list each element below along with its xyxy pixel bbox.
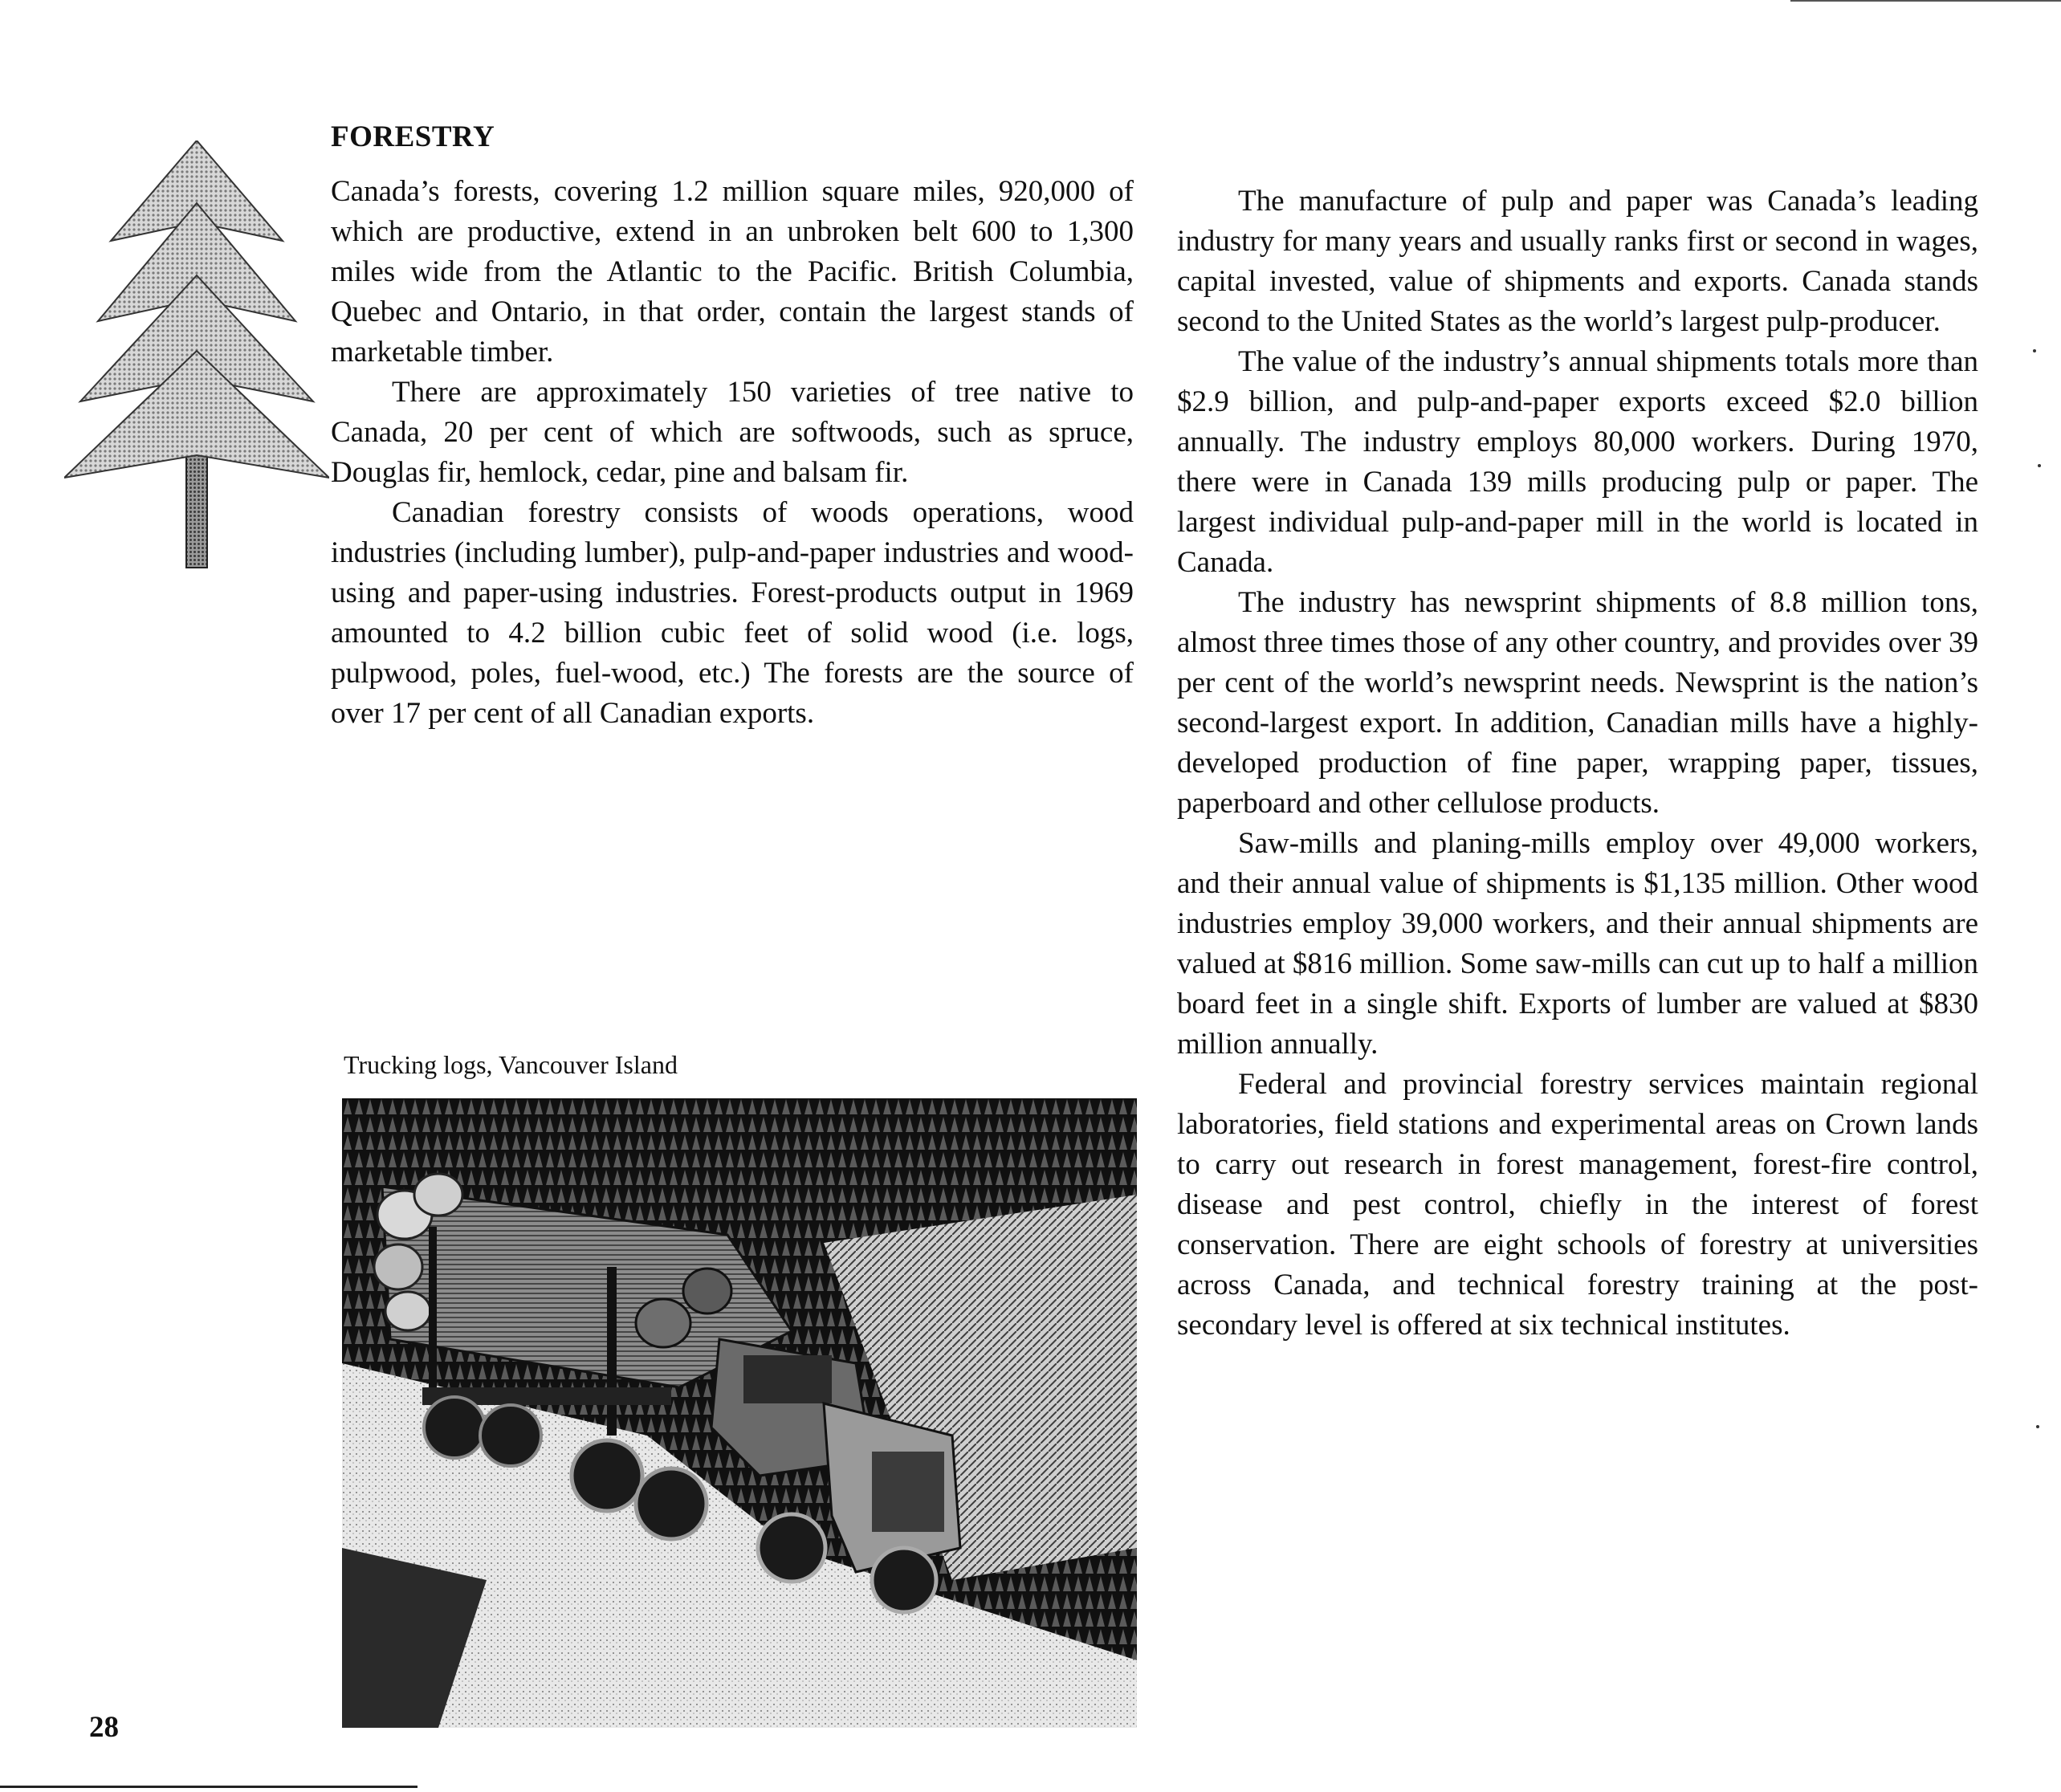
conifer-tree-icon bbox=[64, 141, 329, 574]
right-text-column bbox=[1177, 181, 1978, 1346]
paragraph: There are approximately 150 varieties of tree native to Canada, 20 per cent of which are softwoods, such as spruce, Douglas fir, hemlock, cedar, pine and balsam fir. bbox=[331, 376, 1134, 489]
paragraph: The industry has newsprint shipments of 8.8 million tons, almost three times those of any other country, and provides over 39 per cent of the world’s newsprint needs. Newsprint is the nation’s second-largest export. In addition, Canadian mills have a highly-developed production of fine paper, wrapping paper, tissues, paperboard and other cellulose products. bbox=[1177, 586, 1978, 820]
paragraph: Canada’s forests, covering 1.2 million square miles, 920,000 of which are productive, extend in an unbroken belt 600 to 1,300 miles wide from the Atlantic to the Pacific. British Columbia, Quebec and Ontario, in that order, contain the largest stands of marketable timber. bbox=[331, 175, 1134, 369]
top-edge-rule bbox=[1790, 0, 2061, 2]
paragraph: Saw-mills and planing-mills employ over 49,000 workers, and their annual value of shipments is $1,135 million. Other wood industries employ 39,000 workers, and their annual shipments are valued at $816 million. Some saw-mills can cut up to half a million board feet in a single shift. Exports of lumber are valued at $830 million annually. bbox=[1177, 827, 1978, 1061]
scan-speck bbox=[2038, 464, 2041, 467]
logging-truck-photo bbox=[342, 1098, 1137, 1728]
paragraph: The manufacture of pulp and paper was Canada’s leading industry for many years and usually ranks first or second in wages, capital invested, value of shipments and exports. Canada stands second to the United States as the world’s largest pulp-producer. bbox=[1177, 185, 1978, 338]
left-text-column bbox=[331, 172, 1134, 734]
bottom-edge-rule bbox=[0, 1786, 417, 1788]
photo-caption: Trucking logs, Vancouver Island bbox=[344, 1050, 678, 1079]
section-title: FORESTRY bbox=[331, 120, 495, 153]
scan-speck bbox=[2036, 1425, 2039, 1428]
paragraph: The value of the industry’s annual shipments totals more than $2.9 billion, and pulp-and-paper exports exceed $2.0 billion annually. The industry employs 80,000 workers. During 1970, there were in Canada 139 mills producing pulp or paper. The largest individual pulp-and-paper mill in the world is located in Canada. bbox=[1177, 345, 1978, 579]
scan-speck bbox=[2033, 349, 2036, 352]
page-number: 28 bbox=[89, 1711, 119, 1744]
paragraph: Federal and provincial forestry services maintain regional laboratories, field stations and experimental areas on Crown lands to carry out research in forest management, forest-fire control, disease and pest control, chiefly in the interest of forest conservation. There are eight schools of forestry at universities across Canada, and technical forestry training at the post-secondary level is offered at six technical institutes. bbox=[1177, 1068, 1978, 1342]
logging-truck-illustration bbox=[342, 1098, 1137, 1728]
paragraph: Canadian forestry consists of woods operations, wood industries (including lumber), pulp-and-paper industries and wood-using and paper-using industries. Forest-products output in 1969 amounted to 4.2 billion cubic feet of solid wood (i.e. logs, pulpwood, poles, fuel-wood, etc.) The forests are the source of over 17 per cent of all Canadian exports. bbox=[331, 496, 1134, 730]
